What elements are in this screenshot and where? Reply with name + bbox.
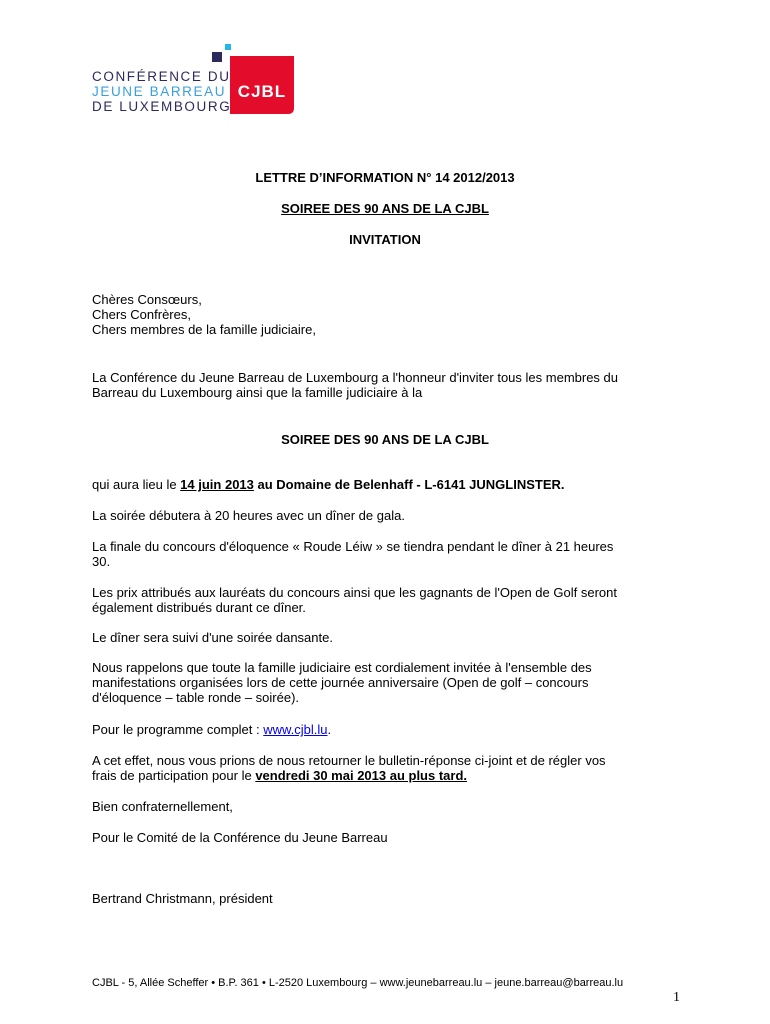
intro-paragraph — [92, 370, 682, 400]
program-paragraph — [92, 722, 682, 737]
logo-mark-text: CJBL — [237, 82, 287, 101]
program-suffix: . — [327, 722, 332, 737]
event-title: SOIREE DES 90 ANS DE LA CJBL — [281, 432, 489, 447]
invite-line-1: Nous rappelons que toute la famille judiciaire est cordialement invitée à l'ensemble des — [92, 660, 592, 675]
logo-navy-square — [212, 52, 222, 62]
venue-paragraph — [92, 477, 682, 492]
logo-wordmark — [92, 69, 231, 114]
prizes-line-1: Les prix attribués aux lauréats du concours ainsi que les gagnants de l'Open de Golf seront — [92, 585, 617, 600]
venue-place: au Domaine de Belenhaff - L-6141 JUNGLINSTER. — [253, 477, 565, 492]
logo-line-2: JEUNE BARREAU — [92, 84, 227, 99]
salutation-line-2: Chers Confrères, — [92, 307, 191, 322]
program-prefix: Pour le programme complet : — [92, 722, 264, 737]
invitation-title: INVITATION — [349, 232, 421, 247]
salutation — [92, 292, 682, 337]
final-paragraph — [92, 539, 682, 569]
closing-line: Bien confraternellement, — [92, 799, 233, 814]
venue-prefix: qui aura lieu le — [92, 477, 181, 492]
intro-line-1: La Conférence du Jeune Barreau de Luxembourg a l'honneur d'inviter tous les membres du — [92, 370, 619, 385]
footer-address: CJBL - 5, Allée Scheffer • B.P. 361 • L-2520 Luxembourg – www.jeunebarreau.lu – jeune.barreau@barreau.lu — [92, 977, 624, 989]
subject-title: SOIREE DES 90 ANS DE LA CJBL — [281, 201, 489, 216]
reply-deadline: vendredi 30 mai 2013 au plus tard. — [255, 768, 468, 783]
reply-line-2 — [92, 768, 682, 783]
reply-line-1: A cet effet, nous vous prions de nous retourner le bulletin-réponse ci-joint et de régler vos — [92, 753, 606, 768]
logo-line-3: DE LUXEMBOURG — [92, 99, 232, 114]
venue-date: 14 juin 2013 — [180, 477, 254, 492]
logo-cyan-square — [225, 44, 231, 50]
intro-line-2: Barreau du Luxembourg ainsi que la famille judiciaire à la — [92, 385, 423, 400]
salutation-line-3: Chers membres de la famille judiciaire, — [92, 322, 316, 337]
page-number: 1 — [673, 990, 680, 1005]
reply-paragraph — [92, 753, 682, 783]
start-paragraph: La soirée débutera à 20 heures avec un dîner de gala. — [92, 508, 405, 523]
reply-line-2-prefix: frais de participation pour le — [92, 768, 256, 783]
logo-line-1: CONFÉRENCE DU — [92, 69, 231, 84]
final-line-1: La finale du concours d'éloquence « Roude Léiw » se tiendra pendant le dîner à 21 heures — [92, 539, 614, 554]
invite-line-2: manifestations organisées lors de cette journée anniversaire (Open de golf – concours — [92, 675, 589, 690]
newsletter-title: LETTRE D’INFORMATION N° 14 2012/2013 — [255, 170, 515, 185]
prizes-line-2: également distribués durant ce dîner. — [92, 600, 306, 615]
final-line-2: 30. — [92, 554, 111, 569]
salutation-line-1: Chères Consœurs, — [92, 292, 202, 307]
dance-paragraph: Le dîner sera suivi d'une soirée dansante. — [92, 630, 333, 645]
signature-line: Bertrand Christmann, président — [92, 891, 273, 906]
prizes-paragraph — [92, 585, 682, 615]
invite-paragraph — [92, 660, 682, 705]
invite-line-3: d'éloquence – table ronde – soirée). — [92, 690, 300, 705]
committee-line: Pour le Comité de la Conférence du Jeune Barreau — [92, 830, 388, 845]
program-link[interactable]: www.cjbl.lu — [263, 722, 328, 737]
